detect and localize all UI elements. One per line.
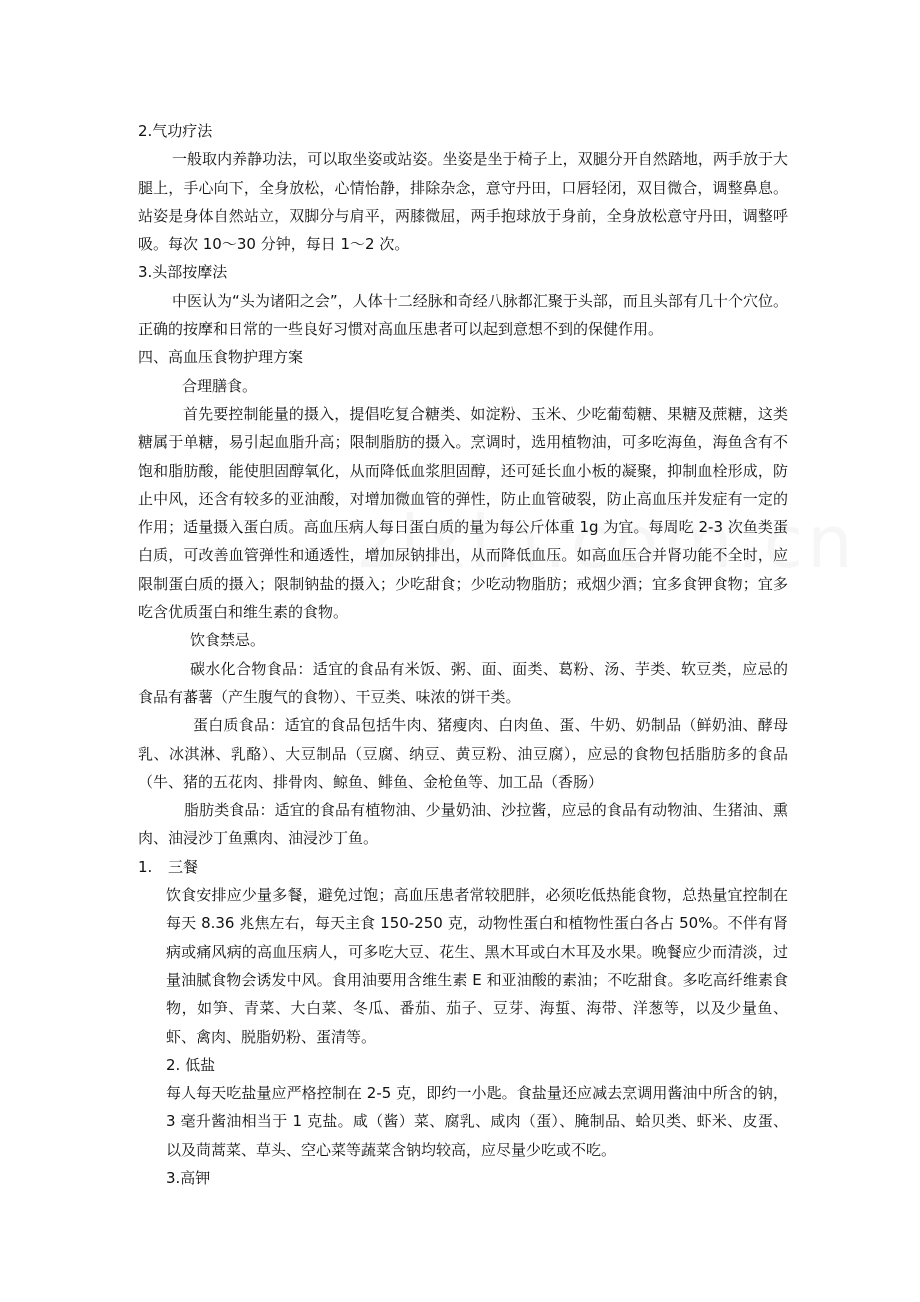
heading-balanced-diet: 合理膳食。 <box>182 376 258 395</box>
paragraph-protein: 蛋白质食品：适宜的食品包括牛肉、猪瘦肉、白肉鱼、蛋、牛奶、奶制品（鲜奶油、酵母乳、冰淇淋、乳酪）、大豆制品（豆腐、纳豆、黄豆粉、油豆腐），应忌的食物包括脂肪多的食品（牛、猪的五花肉、排骨肉、鲸鱼、鲱鱼、金枪鱼等、加工品（香肠） <box>138 716 788 791</box>
heading-qigong: 2.气功疗法 <box>138 122 213 140</box>
paragraph-balanced-diet: 首先要控制能量的摄入，提倡吃复合糖类、如淀粉、玉米、少吃葡萄糖、果糖及蔗糖，这类糖属于单糖，易引起血脂升高；限制脂肪的摄入。烹调时，选用植物油，可多吃海鱼，海鱼含有不饱和脂肪酸，能使胆固醇氧化，从而降低血浆胆固醇，还可延长血小板的凝聚，抑制血栓形成，防止中风，还含有较多的亚油酸，对增加微血管的弹性，防止血管破裂，防止高血压并发症有一定的作用；适量摄入蛋白质。高血压病人每日蛋白质的量为每公斤体重 1g 为宜。每周吃 2-3 次鱼类蛋白质，可改善血管弹性和通透性，增加尿钠排出，从而降低血压。如高血压合并肾功能不全时，应限制蛋白质的摄入；限制钠盐的摄入；少吃甜食；少吃动物脂肪；戒烟少酒；宜多食钾食物；宜多吃含优质蛋白和维生素的食物。 <box>138 404 788 622</box>
paragraph-carbohydrate: 碳水化合物食品：适宜的食品有米饭、粥、面、面类、葛粉、汤、芋类、软豆类，应忌的食品有蕃薯（产生腹气的食物）、干豆类、味浓的饼干类。 <box>138 659 788 706</box>
heading-diet-taboo: 饮食禁忌。 <box>190 631 266 650</box>
heading-low-salt: 2. 低盐 <box>166 1055 216 1074</box>
heading-high-potassium: 3.高钾 <box>166 1168 211 1187</box>
paragraph-three-meals: 饮食安排应少量多餐，避免过饱；高血压患者常较肥胖，必须吃低热能食物，总热量宜控制在每天 8.36 兆焦左右，每天主食 150-250 克，动物性蛋白和植物性蛋白各占 50%。不伴有肾病或痛风病的高血压病人，可多吃大豆、花生、黑木耳或白木耳及水果。晚餐应少而清淡，过量油腻食物会诱发中风。食用油要用含维生素 E 和亚油酸的素油；不吃甜食。多吃高纤维素食物，如笋、青菜、大白菜、冬瓜、番茄、茄子、豆芽、海蜇、海带、洋葱等，以及少量鱼、虾、禽肉、脱脂奶粉、蛋清等。 <box>166 886 788 1046</box>
heading-three-meals <box>138 853 788 881</box>
paragraph-qigong: 一般取内养静功法，可以取坐姿或站姿。坐姿是坐于椅子上，双腿分开自然踏地，两手放于大腿上，手心向下，全身放松，心情怡静，排除杂念，意守丹田，口唇轻闭，双目微合，调整鼻息。站姿是身体自然站立，双脚分与肩平，两膝微屈，两手抱球放于身前，全身放松意守丹田，调整呼吸。每次 10～30 分钟，每日 1～2 次。 <box>138 150 788 254</box>
paragraph-fat: 脂肪类食品：适宜的食品有植物油、少量奶油、沙拉酱，应忌的食品有动物油、生猪油、熏肉、油浸沙丁鱼熏肉、油浸沙丁鱼。 <box>138 801 788 848</box>
paragraph-low-salt: 每人每天吃盐量应严格控制在 2-5 克，即约一小匙。食盐量还应减去烹调用酱油中所含的钠，3 毫升酱油相当于 1 克盐。咸（酱）菜、腐乳、咸肉（蛋）、腌制品、蛤贝类、虾米、皮蛋、以及茼蒿菜、草头、空心菜等蔬菜含钠均较高，应尽量少吃或不吃。 <box>166 1084 788 1159</box>
document-body <box>138 117 788 1192</box>
paragraph-head-massage: 中医认为“头为诸阳之会”，人体十二经脉和奇经八脉都汇聚于头部，而且头部有几十个穴位。正确的按摩和日常的一些良好习惯对高血压患者可以起到意想不到的保健作用。 <box>138 291 788 339</box>
heading-head-massage: 3.头部按摩法 <box>138 263 228 282</box>
list-title: 三餐 <box>168 857 199 876</box>
heading-food-care: 四、高血压食物护理方案 <box>138 348 304 367</box>
list-number: 1. <box>138 857 153 876</box>
